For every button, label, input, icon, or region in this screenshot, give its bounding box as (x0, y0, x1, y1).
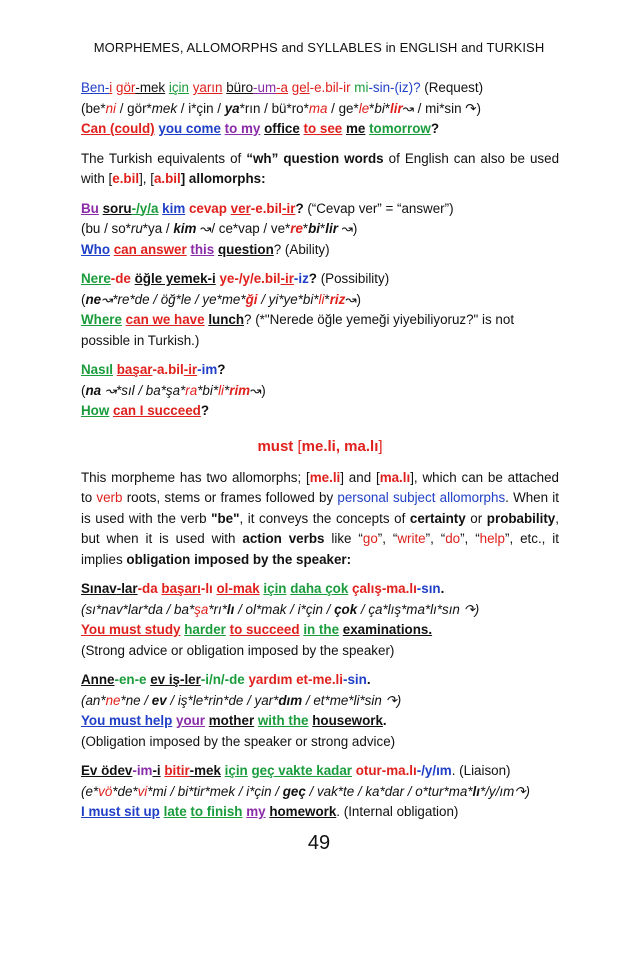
syllable: / ol*mak / i*çin / (234, 601, 335, 617)
text: ] allomorphs: (180, 171, 266, 186)
word: homework (269, 804, 337, 819)
text: or (465, 510, 487, 526)
english-sentence-housework (81, 711, 559, 732)
suffix: -ir (282, 200, 296, 216)
word: I must sit up (81, 804, 160, 819)
page-body (81, 78, 559, 823)
word: can we have (125, 312, 205, 327)
suffix: -sın (416, 581, 441, 596)
text: write (397, 531, 426, 546)
word: başar (116, 362, 153, 377)
syllable: ( (81, 291, 86, 307)
label: (Request) (420, 80, 484, 95)
syllable: ği (245, 291, 258, 307)
syllable: ↝/ ce*vap / ve* (196, 221, 291, 236)
allomorph: e.bil (112, 171, 140, 186)
suffix: -/y/ım (416, 763, 452, 778)
must-description-paragraph (81, 468, 559, 571)
syllabification-succeed (81, 381, 559, 402)
word: to finish (190, 804, 243, 819)
suffix: -mak (228, 581, 260, 596)
syllable: *mi / bi*tir*mek / i*çin / (147, 783, 283, 799)
syllable: *bi* (197, 382, 219, 398)
word: my (246, 804, 266, 819)
syllable: li (318, 291, 325, 307)
suffix: -a.bil (152, 362, 184, 377)
syllable: ↝) (345, 291, 362, 307)
word: to succeed (229, 622, 300, 637)
english-sentence-succeed (81, 401, 559, 422)
word: gör (116, 80, 136, 95)
word: ev iş-ler (150, 672, 201, 687)
word: late (163, 804, 187, 819)
word: me (345, 121, 366, 136)
word: yarın (192, 80, 223, 95)
syllable: (be* (81, 100, 106, 116)
english-sentence-request (81, 119, 559, 140)
word: - (104, 80, 110, 95)
syllable: ( (81, 382, 86, 398)
syllable: * (324, 291, 330, 307)
section-heading-must (81, 435, 559, 459)
syllabification-ability (81, 219, 559, 240)
word: Can (could) (81, 121, 155, 136)
suffix: -lar (116, 581, 138, 596)
syllable: *ya / (142, 221, 174, 236)
syllable: dım (278, 692, 303, 708)
syllable: lı (472, 783, 480, 799)
text: roots, stems or frames followed by (122, 490, 338, 505)
word: için (168, 80, 189, 95)
syllable: / o*tur*ma* (404, 783, 473, 799)
suffix: -ir (338, 80, 351, 95)
syllable: (an* (81, 692, 106, 708)
syllable: kim (173, 221, 197, 236)
syllable: * (302, 221, 309, 236)
suffix: -iz (293, 271, 309, 286)
syllable: * (369, 100, 375, 116)
running-header: MORPHEMES, ALLOMORPHS and SYLLABLES in ENGLISH and TURKISH (93, 40, 545, 55)
label: (Possibility) (316, 271, 390, 286)
text: certainty (409, 510, 466, 526)
syllable: lir (390, 100, 403, 116)
syllable: ru (130, 221, 143, 236)
word: tomorrow (369, 121, 431, 136)
syllable: lir (325, 221, 338, 236)
text: "be" (211, 510, 240, 526)
word: daha çok (290, 581, 349, 596)
suffix: i (109, 80, 113, 95)
syllable: mek (151, 100, 178, 116)
label: ? (Ability) (273, 241, 330, 257)
syllable: * (320, 221, 326, 236)
english-sentence-exams (81, 620, 559, 641)
turkish-sentence-homework (81, 761, 559, 782)
syllable: (bu / so* (81, 221, 131, 236)
page-number: 49 (307, 832, 331, 854)
text: of English can also be used with [ (81, 150, 560, 186)
text: ] and [ (340, 469, 380, 485)
syllable: *da / ba* (142, 601, 195, 617)
syllable: / et*me*li*sin ↷) (302, 692, 402, 708)
label: (“Cevap ver” = “answer”) (303, 200, 454, 216)
word: Ev ödev (81, 763, 133, 778)
syllable: / vak*te / ka* (305, 783, 385, 799)
suffix: mi (354, 80, 369, 95)
word: soru (102, 200, 132, 216)
note: ? (*"Nerede öğle yemeği yiyebiliyoruz?" is not possible in Turkish.) (81, 312, 515, 348)
suffix: -um (253, 80, 277, 95)
bracket: ] (378, 437, 383, 455)
heading-word: must (257, 437, 294, 455)
suffix: -lı (200, 581, 213, 596)
syllable: *rı* (208, 601, 227, 617)
punctuation: . (440, 581, 445, 596)
note-housework: (Obligation imposed by the speaker or strong advice) (81, 733, 396, 749)
text: This morpheme has two allomorphs; [ (81, 469, 310, 485)
text: ], [ (139, 171, 154, 186)
punctuation: ? (200, 403, 210, 418)
suffix: -/y/e.bil (234, 271, 281, 286)
text: ”, “ (425, 531, 446, 546)
syllable: şa (194, 601, 209, 617)
word: lunch (208, 312, 245, 327)
word: Nasıl (81, 362, 114, 377)
syllable: lı (226, 601, 235, 617)
punctuation: ? (430, 121, 440, 136)
word: with the (257, 713, 309, 728)
text: ”, “ (460, 531, 480, 546)
syllable: ↝) (337, 221, 358, 236)
word: examinations. (342, 622, 433, 637)
word: bitir (164, 763, 190, 778)
syllable: na (85, 382, 102, 398)
suffix: -ir (183, 362, 198, 377)
syllable: ne (85, 291, 102, 307)
punctuation: ? (308, 271, 317, 286)
syllable: ↝*sıl / ba*şa* (101, 382, 186, 398)
suffix: -/y/a (131, 200, 159, 216)
text: ], which can be attached to (81, 469, 559, 505)
turkish-sentence-request (81, 78, 559, 99)
word: büro (226, 80, 254, 95)
text: personal subject allomorphs (337, 490, 506, 505)
syllable: / yi*ye*bi* (257, 291, 319, 307)
syllable: ne (105, 692, 121, 708)
suffix: -sin (368, 80, 391, 95)
text: probability (486, 510, 556, 526)
word: Where (81, 312, 122, 327)
syllable: li (218, 382, 225, 398)
syllable: / i*çin / (177, 100, 225, 116)
syllable: *rın / bü*ro* (239, 100, 309, 116)
syllable: vö (98, 783, 113, 799)
turkish-sentence-exams (81, 579, 559, 600)
syllable: ra (185, 382, 198, 398)
suffix: -i (152, 763, 161, 778)
word: otur (355, 763, 382, 778)
word: Anne (81, 672, 115, 687)
word: in the (303, 622, 340, 637)
label: . (Liaison) (451, 763, 511, 778)
word: You must help (81, 713, 173, 728)
word: kim (162, 200, 186, 216)
word: başarı (161, 581, 201, 596)
syllabification-exams (81, 600, 559, 621)
syllable: */y/ım↷) (480, 783, 530, 799)
word: your (176, 713, 206, 728)
word: Bu (81, 200, 99, 216)
heading-forms: me.li, ma.lı (301, 437, 379, 455)
word: için (224, 763, 248, 778)
suffix: -mek (189, 763, 221, 778)
word: can answer (113, 241, 187, 257)
word: Ben (81, 80, 105, 95)
word: çalış (352, 581, 382, 596)
allomorph: a.bil (153, 171, 181, 186)
suffix: -mek (135, 80, 166, 95)
suffix: -im (132, 763, 153, 778)
text: The Turkish equivalents of (81, 150, 247, 166)
suffix: -ma.lı (381, 763, 417, 778)
suffix: -e.bil (309, 80, 339, 95)
syllabification-housework (81, 691, 559, 712)
word: geç vakte kadar (251, 763, 352, 778)
word: cevap (188, 200, 227, 216)
word: ye (219, 271, 235, 286)
text: ”, etc., it implies (81, 531, 560, 567)
text: help (479, 531, 505, 546)
word: ol (216, 581, 229, 596)
syllable: / ge* (327, 100, 359, 116)
syllable: ev (151, 692, 167, 708)
punctuation: . (366, 672, 371, 687)
word: ver (230, 200, 251, 216)
text: ”, “ (377, 531, 398, 546)
suffix: -a (276, 80, 289, 95)
word: gel (291, 80, 310, 95)
syllable: / iş* (166, 692, 193, 708)
punctuation: ? (295, 200, 304, 216)
suffix: -de (110, 271, 131, 286)
english-sentence-ability (81, 240, 559, 261)
syllable: *ne / (120, 692, 152, 708)
syllable: * (384, 100, 391, 116)
word: this (190, 241, 215, 257)
syllable: ↝ / mi*sin ↷) (402, 100, 481, 116)
english-sentence-possibility (81, 310, 559, 351)
word: to see (303, 121, 343, 136)
suffix: -e.bil (250, 200, 283, 216)
suffix: -ma.lı (381, 581, 417, 596)
word: mother (208, 713, 255, 728)
suffix: -sin (343, 672, 367, 687)
syllable: bi (374, 100, 385, 116)
word: you come (158, 121, 221, 136)
label: . (Internal obligation) (336, 804, 459, 819)
text: obligation imposed by the speaker: (126, 551, 352, 567)
suffix: -da (137, 581, 158, 596)
syllable: bi (308, 221, 321, 236)
text: like “ (324, 531, 363, 546)
word: için (263, 581, 287, 596)
syllabification-possibility (81, 290, 559, 311)
text: go (362, 531, 378, 546)
syllable: ↝*re*de / öğ*le / ye*me* (101, 291, 246, 307)
suffix: -(iz)? (390, 80, 421, 95)
word: office (264, 121, 300, 136)
suffix: -me.li (308, 672, 343, 687)
word: harder (184, 622, 226, 637)
syllable: (sı*nav* (81, 601, 128, 617)
turkish-sentence-succeed (81, 360, 559, 381)
syllable: / ça*lış*ma*lı*sın ↷) (357, 601, 480, 617)
allomorph: me.li (309, 469, 341, 485)
word: How (81, 403, 110, 418)
text: , it conveys the concepts of (239, 510, 410, 526)
syllable: ↝) (250, 382, 266, 398)
syllable: vi (137, 783, 148, 799)
syllable: le (358, 100, 370, 116)
word: can I succeed (113, 403, 201, 418)
turkish-sentence-ability (81, 199, 559, 220)
word: yardım et (248, 672, 309, 687)
word: You must study (81, 622, 181, 637)
wh-intro-paragraph (81, 149, 559, 190)
word: housework (312, 713, 383, 728)
syllable: ni (105, 100, 117, 116)
syllable: riz (329, 291, 346, 307)
suffix: -im (197, 362, 218, 377)
syllable: *rin*de / yar* (203, 692, 279, 708)
word: Nere (81, 271, 111, 286)
text: action verbs (242, 531, 325, 546)
text: , but when it is used with (81, 510, 559, 546)
turkish-sentence-housework (81, 670, 559, 691)
punctuation: . (382, 713, 387, 728)
syllable: ma (308, 100, 328, 116)
syllable: ya (224, 100, 240, 116)
syllable: / gör* (116, 100, 152, 116)
syllable: (e* (81, 783, 99, 799)
text: verb (96, 490, 123, 505)
text: “wh” question words (246, 150, 384, 166)
syllable: dar (384, 783, 405, 799)
allomorph: ma.lı (379, 469, 411, 485)
syllabification-homework (81, 782, 559, 803)
word: question (217, 241, 274, 257)
syllable: re (290, 221, 303, 236)
note-exams: (Strong advice or obligation imposed by the speaker) (81, 642, 395, 658)
english-sentence-homework (81, 802, 559, 823)
text: do (445, 531, 461, 546)
syllabification-request (81, 99, 559, 120)
word: Sınav (81, 581, 117, 596)
syllable: lar (127, 601, 143, 617)
text: . When it is used with the verb (81, 490, 559, 526)
syllable: rim (229, 382, 251, 398)
syllable: çok (334, 601, 358, 617)
syllable: geç (282, 783, 306, 799)
bracket: [ (293, 437, 302, 455)
word: öğle yemek-i (134, 271, 216, 286)
turkish-sentence-possibility (81, 269, 559, 290)
syllable: le (192, 692, 204, 708)
punctuation: ? (217, 362, 226, 377)
syllable: *de* (112, 783, 138, 799)
word: Who (81, 241, 110, 257)
word: to my (224, 121, 261, 136)
suffix: -en-e (114, 672, 147, 687)
suffix: -ir (280, 271, 294, 286)
suffix: -i/n/-de (200, 672, 245, 687)
syllable: * (224, 382, 230, 398)
